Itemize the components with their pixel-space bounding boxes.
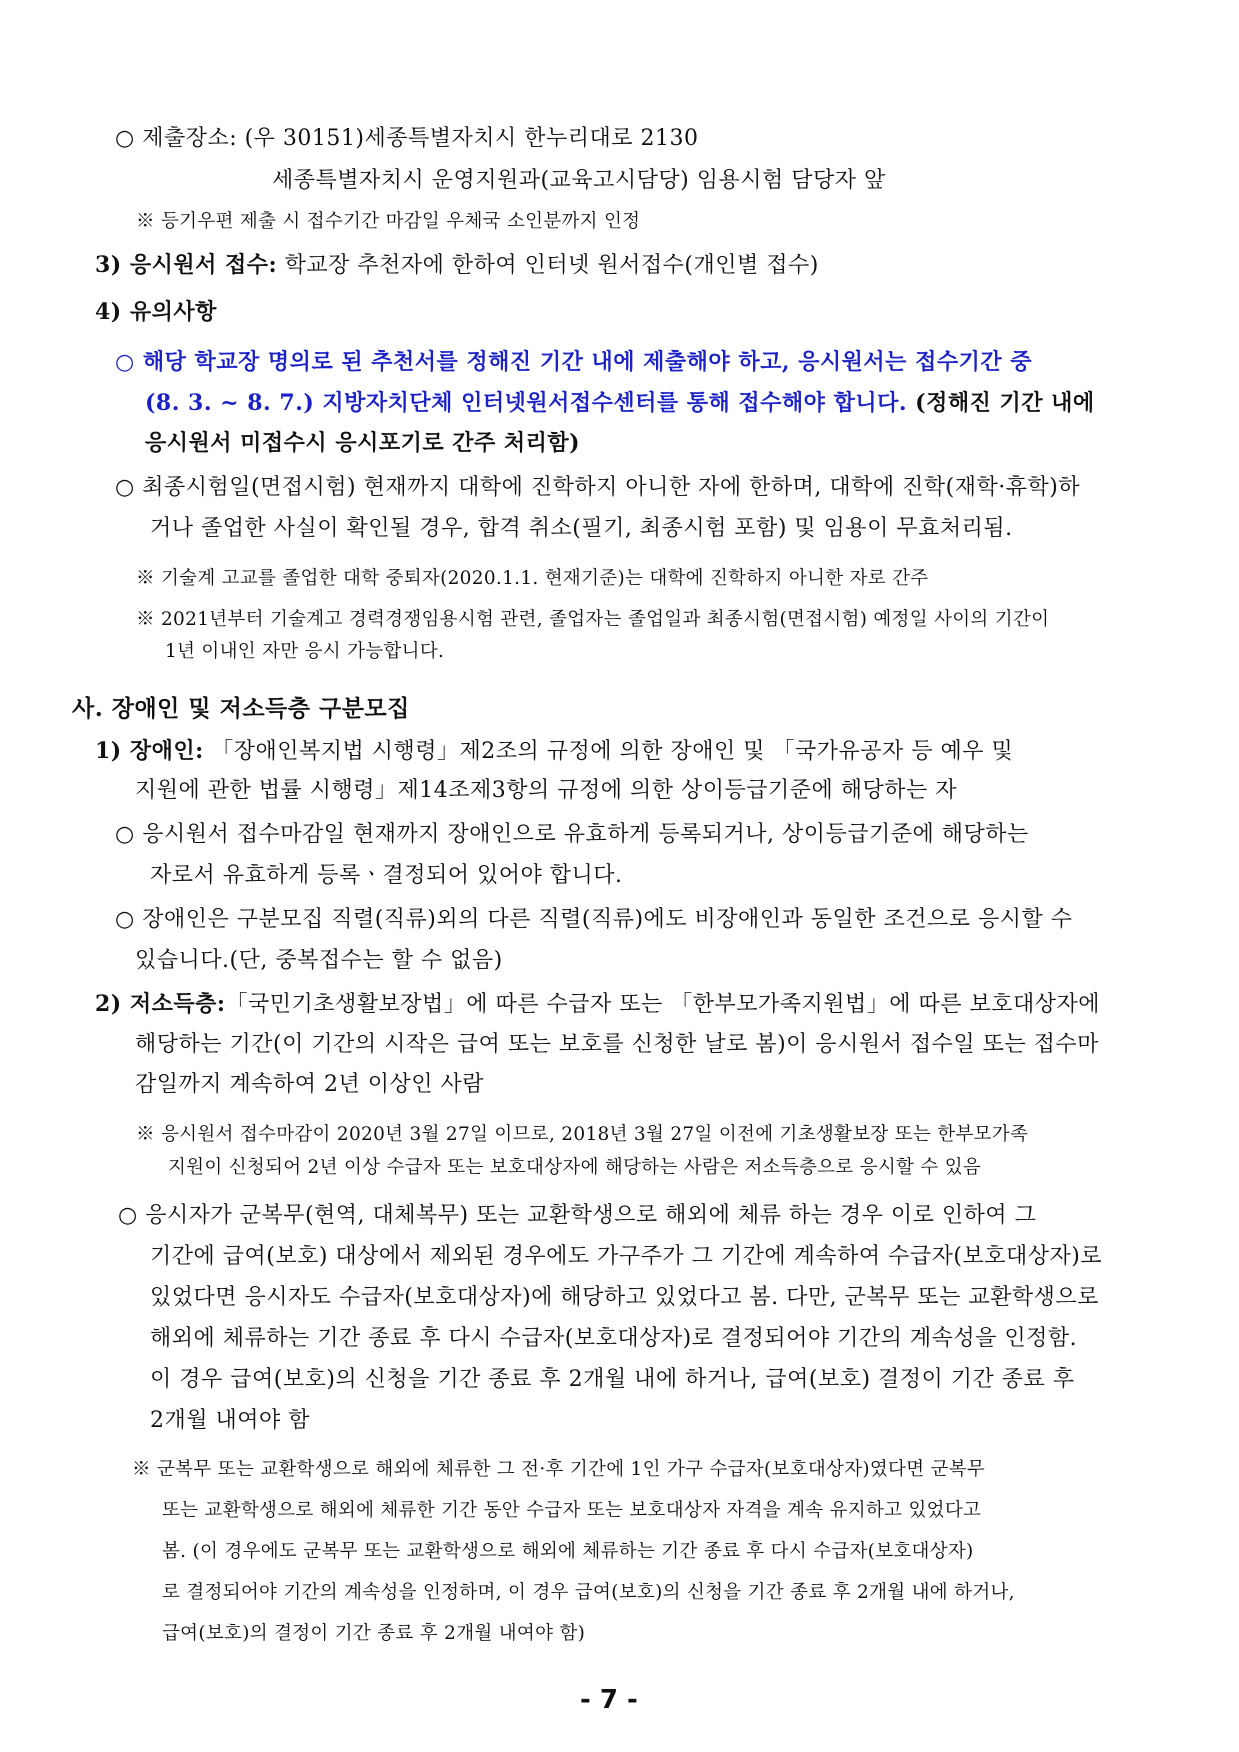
item4-heading: 4) 유의사항 <box>95 299 217 325</box>
low-income-note1-line2: 지원이 신청되어 2년 이상 수급자 또는 보호대상자에 해당하는 사람은 저소득층으로 응시할 수 있음 <box>168 1157 982 1178</box>
item3-text: 학교장 추천자에 한하여 인터넷 원서접수(개인별 접수) <box>277 253 819 278</box>
submission-address-line1: ○ 제출장소: (우 30151)세종특별자치시 한누리대로 2130 <box>115 126 699 151</box>
disabled-label: 1) 장애인: <box>95 738 204 764</box>
low-income-definition-text: 「국민기초생활보장법」에 따른 수급자 또는 「한부모가족지원법」에 따른 보호대상자에 <box>225 992 1101 1017</box>
low-income-label: 2) 저소득층: <box>95 991 226 1017</box>
graduate-note-line2: 1년 이내인 자만 응시 가능합니다. <box>165 641 445 662</box>
military-bullet-line2: 기간에 급여(보호) 대상에서 제외된 경우에도 가구주가 그 기간에 계속하여 수급자(보호대상자)로 <box>150 1244 1103 1269</box>
low-income-definition-line2: 해당하는 기간(이 기간의 시작은 급여 또는 보호를 신청한 날로 봄)이 응시원서 접수일 또는 접수마 <box>135 1032 1099 1057</box>
item3-label: 3) 응시원서 접수: <box>95 252 278 278</box>
military-bullet-line4: 해외에 체류하는 기간 종료 후 다시 수급자(보호대상자)로 결정되어야 기간의 계속성을 인정함. <box>150 1326 1078 1351</box>
disabled-bullet1-line2: 자로서 유효하게 등록ㆍ결정되어 있어야 합니다. <box>150 863 623 888</box>
disabled-definition-text: 「장애인복지법 시행령」제2조의 규정에 의한 장애인 및 「국가유공자 등 예우 및 <box>203 739 1014 764</box>
disabled-bullet1-line1: ○ 응시원서 접수마감일 현재까지 장애인으로 유효하게 등록되거나, 상이등급기준에 해당하는 <box>115 822 1029 847</box>
caution-bullet1-line2 <box>145 390 1095 417</box>
disabled-bullet2-line2: 있습니다.(단, 중복접수는 할 수 없음) <box>135 948 503 973</box>
disabled-definition-line1 <box>95 738 1013 765</box>
military-note-line2: 또는 교환학생으로 해외에 체류한 기간 동안 수급자 또는 보호대상자 자격을 계속 유지하고 있었다고 <box>162 1500 982 1521</box>
caution-bullet1-blue-text: (8. 3. ~ 8. 7.) 지방자치단체 인터넷원서접수센터를 통해 접수해야 합니다. <box>145 390 908 416</box>
disabled-definition-line2: 지원에 관한 법률 시행령」제14조제3항의 규정에 의한 상이등급기준에 해당하는 자 <box>135 778 958 803</box>
caution-bullet1-line3: 응시원서 미접수시 응시포기로 간주 처리함) <box>145 430 581 456</box>
caution-bullet2-line2: 거나 졸업한 사실이 확인될 경우, 합격 취소(필기, 최종시험 포함) 및 임용이 무효처리됨. <box>150 516 1013 541</box>
military-bullet-line5: 이 경우 급여(보호)의 신청을 기간 종료 후 2개월 내에 하거나, 급여(보호) 결정이 기간 종료 후 <box>150 1367 1075 1392</box>
military-note-line3: 봄. (이 경우에도 군복무 또는 교환학생으로 해외에 체류하는 기간 종료 후 다시 수급자(보호대상자) <box>162 1541 974 1562</box>
military-bullet-line3: 있었다면 응시자도 수급자(보호대상자)에 해당하고 있었다고 봄. 다만, 군복무 또는 교환학생으로 <box>150 1285 1099 1310</box>
caution-bullet1-line1: ○ 해당 학교장 명의로 된 추천서를 정해진 기간 내에 제출해야 하고, 응시원서는 접수기간 중 <box>115 349 1032 375</box>
military-note-line1: ※ 군복무 또는 교환학생으로 해외에 체류한 그 전·후 기간에 1인 가구 수급자(보호대상자)였다면 군복무 <box>132 1459 986 1480</box>
page-number: - 7 - <box>580 1685 638 1715</box>
caution-bullet2-line1: ○ 최종시험일(면접시험) 현재까지 대학에 진학하지 아니한 자에 한하며, 대학에 진학(재학·휴학)하 <box>115 475 1081 500</box>
graduate-note-line1: ※ 2021년부터 기술계고 경력경쟁임용시험 관련, 졸업자는 졸업일과 최종시험(면접시험) 예정일 사이의 기간이 <box>136 609 1050 630</box>
military-bullet-line6: 2개월 내여야 함 <box>150 1408 310 1433</box>
submission-address-line2: 세종특별자치시 운영지원과(교육고시담당) 임용시험 담당자 앞 <box>272 168 886 193</box>
item3-application-receipt <box>95 252 819 279</box>
disabled-bullet2-line1: ○ 장애인은 구분모집 직렬(직류)외의 다른 직렬(직류)에도 비장애인과 동일한 조건으로 응시할 수 <box>115 907 1073 932</box>
military-note-line4: 로 결정되어야 기간의 계속성을 인정하며, 이 경우 급여(보호)의 신청을 기간 종료 후 2개월 내에 하거나, <box>162 1582 1015 1603</box>
low-income-note1-line1: ※ 응시원서 접수마감이 2020년 3월 27일 이므로, 2018년 3월 27일 이전에 기초생활보장 또는 한부모가족 <box>136 1124 1029 1145</box>
dropout-note: ※ 기술계 고교를 졸업한 대학 중퇴자(2020.1.1. 현재기준)는 대학에 진학하지 아니한 자로 간주 <box>136 568 929 589</box>
low-income-definition-line1 <box>95 991 1100 1018</box>
registered-mail-note: ※ 등기우편 제출 시 접수기간 마감일 우체국 소인분까지 인정 <box>136 211 641 232</box>
military-bullet-line1: ○ 응시자가 군복무(현역, 대체복무) 또는 교환학생으로 해외에 체류 하는 경우 이로 인하여 그 <box>118 1203 1037 1228</box>
low-income-definition-line3: 감일까지 계속하여 2년 이상인 사람 <box>135 1072 484 1097</box>
caution-bullet1-black-text: (정해진 기간 내에 <box>907 390 1095 416</box>
section-title: 사. 장애인 및 저소득층 구분모집 <box>72 695 410 722</box>
military-note-line5: 급여(보호)의 결정이 기간 종료 후 2개월 내여야 함) <box>162 1623 586 1644</box>
